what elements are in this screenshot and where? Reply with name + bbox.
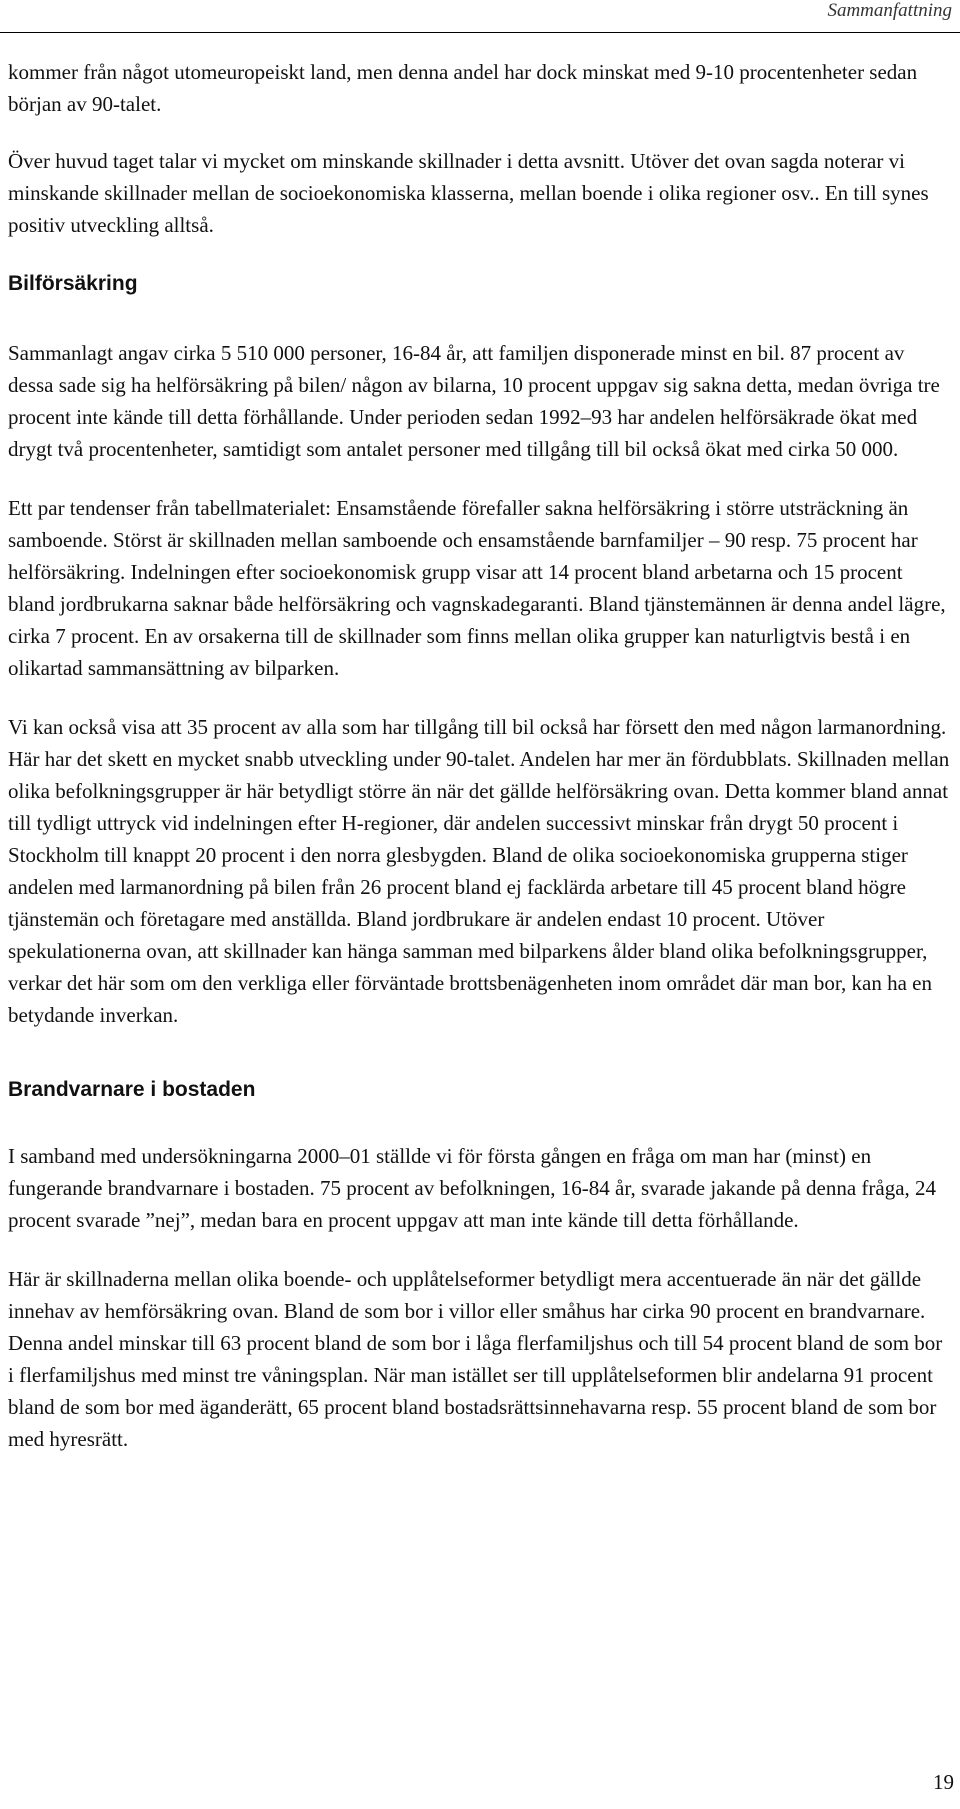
running-header: Sammanfattning bbox=[827, 0, 952, 21]
paragraph-car-alarm: Vi kan också visa att 35 procent av alla som har tillgång till bil också har försett den med någon larmanordning. Här har det skett en mycket snabb utveckling under 90-talet. Andelen har mer än fördubblats. Skillnaden mellan olika befolkningsgrupper är här betydligt större än när det gällde helförsäkring ovan. Detta kommer bland annat till tydligt uttryck vid indelningen efter H-regioner, där andelen successivt minskar från drygt 50 procent i Stockholm till knappt 20 procent i den norra glesbygden. Bland de olika socioekonomiska grupperna stiger andelen med larmanordning på bilen från 26 procent bland ej facklärda arbetare till 45 procent bland högre tjänstemän och företagare med anställda. Bland jordbrukare är andelen endast 10 procent. Utöver spekulationerna ovan, att skillnader kan hänga samman med bilparkens ålder bland olika befolkningsgrupper, verkar det här som om den verkliga eller förväntade brottsbenägenheten inom området där man bor, kan ha en betydande inverkan. bbox=[8, 715, 950, 1027]
paragraph-summary-differences: Över huvud taget talar vi mycket om minskande skillnader i detta avsnitt. Utöver det ovan sagda noterar vi minskande skillnader mellan de socioekonomiska klasserna, mellan boende i olika regioner osv.. En till synes positiv utveckling alltså. bbox=[8, 149, 929, 237]
paragraph-car-insurance-tendencies: Ett par tendenser från tabellmaterialet: Ensamstående förefaller sakna helförsäkring i större utsträckning än samboende. Störst är skillnaden mellan samboende och ensamstående barnfamiljer – 90 resp. 75 procent har helförsäkring. Indelningen efter socioekonomisk grupp visar att 14 procent bland arbetarna och 15 procent bland jordbrukarna saknar både helförsäkring och vagnskadegaranti. Bland tjänstemännen är denna andel lägre, cirka 7 procent. En av orsakerna till de skillnader som finns mellan olika grupper kan naturligtvis bestå i en olikartad sammansättning av bilparken. bbox=[8, 496, 946, 680]
section-heading-bilforsakring: Bilförsäkring bbox=[8, 272, 138, 295]
paragraph-smoke-detector-housing: Här är skillnaderna mellan olika boende- och upplåtelseformer betydligt mera accentuerade än när det gällde innehav av hemförsäkring ovan. Bland de som bor i villor eller småhus har cirka 90 procent en brandvarnare. Denna andel minskar till 63 procent bland de som bor i låga flerfamiljshus och till 54 procent bland de som bor i flerfamiljshus med minst tre våningsplan. När man istället ser till upplåtelseformen blir andelarna 91 procent bland de som bor med äganderätt, 65 procent bland bostadsrättsinnehavarna resp. 55 procent bland de som bor med hyresrätt. bbox=[8, 1267, 943, 1451]
page-number: 19 bbox=[933, 1770, 954, 1794]
paragraph-smoke-detector: I samband med undersökningarna 2000–01 ställde vi för första gången en fråga om man har (minst) en fungerande brandvarnare i bostaden. 75 procent av befolkningen, 16-84 år, svarade jakande på denna fråga, 24 procent svarade ”nej”, medan bara en procent uppgav att man inte kände till detta förhållande. bbox=[8, 1144, 937, 1232]
header-rule bbox=[0, 32, 960, 33]
paragraph-car-insurance: Sammanlagt angav cirka 5 510 000 personer, 16-84 år, att familjen disponerade minst en bil. 87 procent av dessa sade sig ha helförsäkring på bilen/ någon av bilarna, 10 procent uppgav sig sakna detta, medan övriga tre procent inte kände till detta förhållande. Under perioden sedan 1992–93 har andelen helförsäkrade ökat med drygt två procentenheter, samtidigt som antalet personer med tillgång till bil också ökat med cirka 50 000. bbox=[8, 341, 940, 461]
page-body bbox=[8, 56, 952, 1482]
section-heading-brandvarnare: Brandvarnare i bostaden bbox=[8, 1078, 256, 1101]
paragraph-continuation: kommer från något utomeuropeiskt land, men denna andel har dock minskat med 9-10 procentenheter sedan början av 90-talet. bbox=[8, 60, 918, 116]
